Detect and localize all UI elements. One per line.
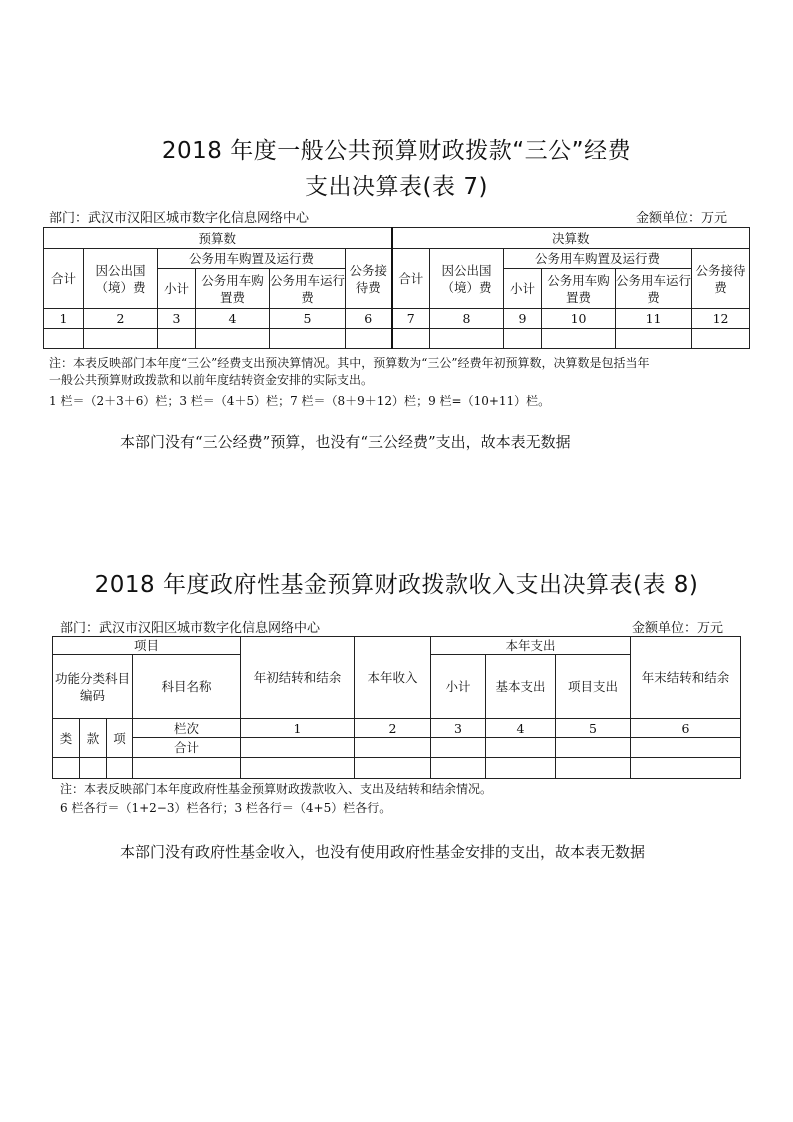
t8-subtotal: 小计 — [431, 655, 486, 719]
t8-begin-balance: 年初结转和结余 — [241, 637, 355, 719]
t8-item-header: 项目 — [53, 637, 241, 655]
t7-actual-header: 决算数 — [392, 228, 750, 249]
t7-col-number: 12 — [692, 309, 750, 329]
t7-note-line1: 注：本表反映部门本年度“三公”经费支出预决算情况。其中，预算数为“三公”经费年初预算数，决算数是包括当年 — [49, 356, 650, 370]
t7-a-car-group: 公务用车购置及运行费 — [504, 249, 692, 269]
t7-col-number: 7 — [392, 309, 430, 329]
t7-no-data-message: 本部门没有“三公经费”预算，也没有“三公经费”支出，故本表无数据 — [120, 433, 571, 451]
t7-empty-row — [44, 329, 750, 349]
t8-note-line1: 注：本表反映部门本年度政府性基金预算财政拨款收入、支出及结转和结余情况。 — [60, 782, 493, 796]
t8-col-number: 3 — [431, 719, 486, 738]
t8-col-number: 4 — [486, 719, 556, 738]
t7-col-number: 8 — [430, 309, 504, 329]
t8-empty-row — [53, 758, 741, 779]
t8-income: 本年收入 — [355, 637, 431, 719]
t8-col-number: 6 — [631, 719, 741, 738]
t7-title-line1: 2018 年度一般公共预算财政拨款“三公”经费 — [161, 138, 632, 164]
t7-col-number: 9 — [504, 309, 542, 329]
t7-b-car-group: 公务用车购置及运行费 — [158, 249, 346, 269]
t8-col-number: 2 — [355, 719, 431, 738]
t8-expense-group: 本年支出 — [431, 637, 631, 655]
t7-b-car-run: 公务用车运行费 — [270, 269, 346, 309]
t8-col-number: 5 — [556, 719, 631, 738]
t8-lanci: 栏次 — [133, 719, 241, 738]
t8-func-code: 功能分类科目编码 — [53, 655, 133, 719]
t7-col-number: 5 — [270, 309, 346, 329]
t7-note-line3: 1 栏＝（2＋3＋6）栏；3 栏＝（4＋5）栏；7 栏＝（8＋9＋12）栏；9 栏=（10+11）栏。 — [49, 394, 551, 408]
t8-no-data-message: 本部门没有政府性基金收入，也没有使用政府性基金安排的支出，故本表无数据 — [120, 843, 646, 861]
t7-a-subtotal: 小计 — [504, 269, 542, 309]
t7-note-line2: 一般公共预算财政拨款和以前年度结转资金安排的实际支出。 — [49, 373, 374, 387]
t7-budget-header: 预算数 — [44, 228, 392, 249]
t8-note-line2: 6 栏各行＝（1+2−3）栏各行；3 栏各行＝（4+5）栏各行。 — [60, 801, 392, 815]
t7-col-number: 4 — [196, 309, 270, 329]
t8-col-number: 1 — [241, 719, 355, 738]
t7-b-abroad: 因公出国（境）费 — [84, 249, 158, 309]
t7-title-line2: 支出决算表(表 7) — [305, 174, 488, 200]
t7-unit: 金额单位：万元 — [636, 211, 728, 226]
t7-b-car-buy: 公务用车购置费 — [196, 269, 270, 309]
t7-col-number: 3 — [158, 309, 196, 329]
t7-department: 部门：武汉市汉阳区城市数字化信息网络中心 — [49, 211, 310, 226]
t7-table — [43, 227, 750, 349]
t7-a-abroad: 因公出国（境）费 — [430, 249, 504, 309]
t7-b-reception: 公务接待费 — [346, 249, 392, 309]
t7-col-number: 10 — [542, 309, 616, 329]
t8-table — [52, 636, 741, 779]
t8-end-balance: 年末结转和结余 — [631, 637, 741, 719]
t8-xiang: 项 — [107, 719, 133, 758]
t8-lei: 类 — [53, 719, 80, 758]
t8-title: 2018 年度政府性基金预算财政拨款收入支出决算表(表 8) — [94, 572, 699, 598]
t7-a-reception: 公务接待费 — [692, 249, 750, 309]
t7-b-subtotal: 小计 — [158, 269, 196, 309]
t7-a-total: 合计 — [392, 249, 430, 309]
t8-basic: 基本支出 — [486, 655, 556, 719]
t8-department: 部门：武汉市汉阳区城市数字化信息网络中心 — [60, 621, 321, 636]
t7-a-car-buy: 公务用车购置费 — [542, 269, 616, 309]
t7-col-number: 6 — [346, 309, 392, 329]
t8-subject-name: 科目名称 — [133, 655, 241, 719]
t8-total-label: 合计 — [133, 738, 241, 758]
t7-a-car-run: 公务用车运行费 — [616, 269, 692, 309]
t8-kuan: 款 — [80, 719, 107, 758]
t8-unit: 金额单位：万元 — [632, 621, 724, 636]
t7-b-total: 合计 — [44, 249, 84, 309]
t7-col-number: 1 — [44, 309, 84, 329]
t7-col-number: 11 — [616, 309, 692, 329]
t8-project: 项目支出 — [556, 655, 631, 719]
t7-col-number: 2 — [84, 309, 158, 329]
